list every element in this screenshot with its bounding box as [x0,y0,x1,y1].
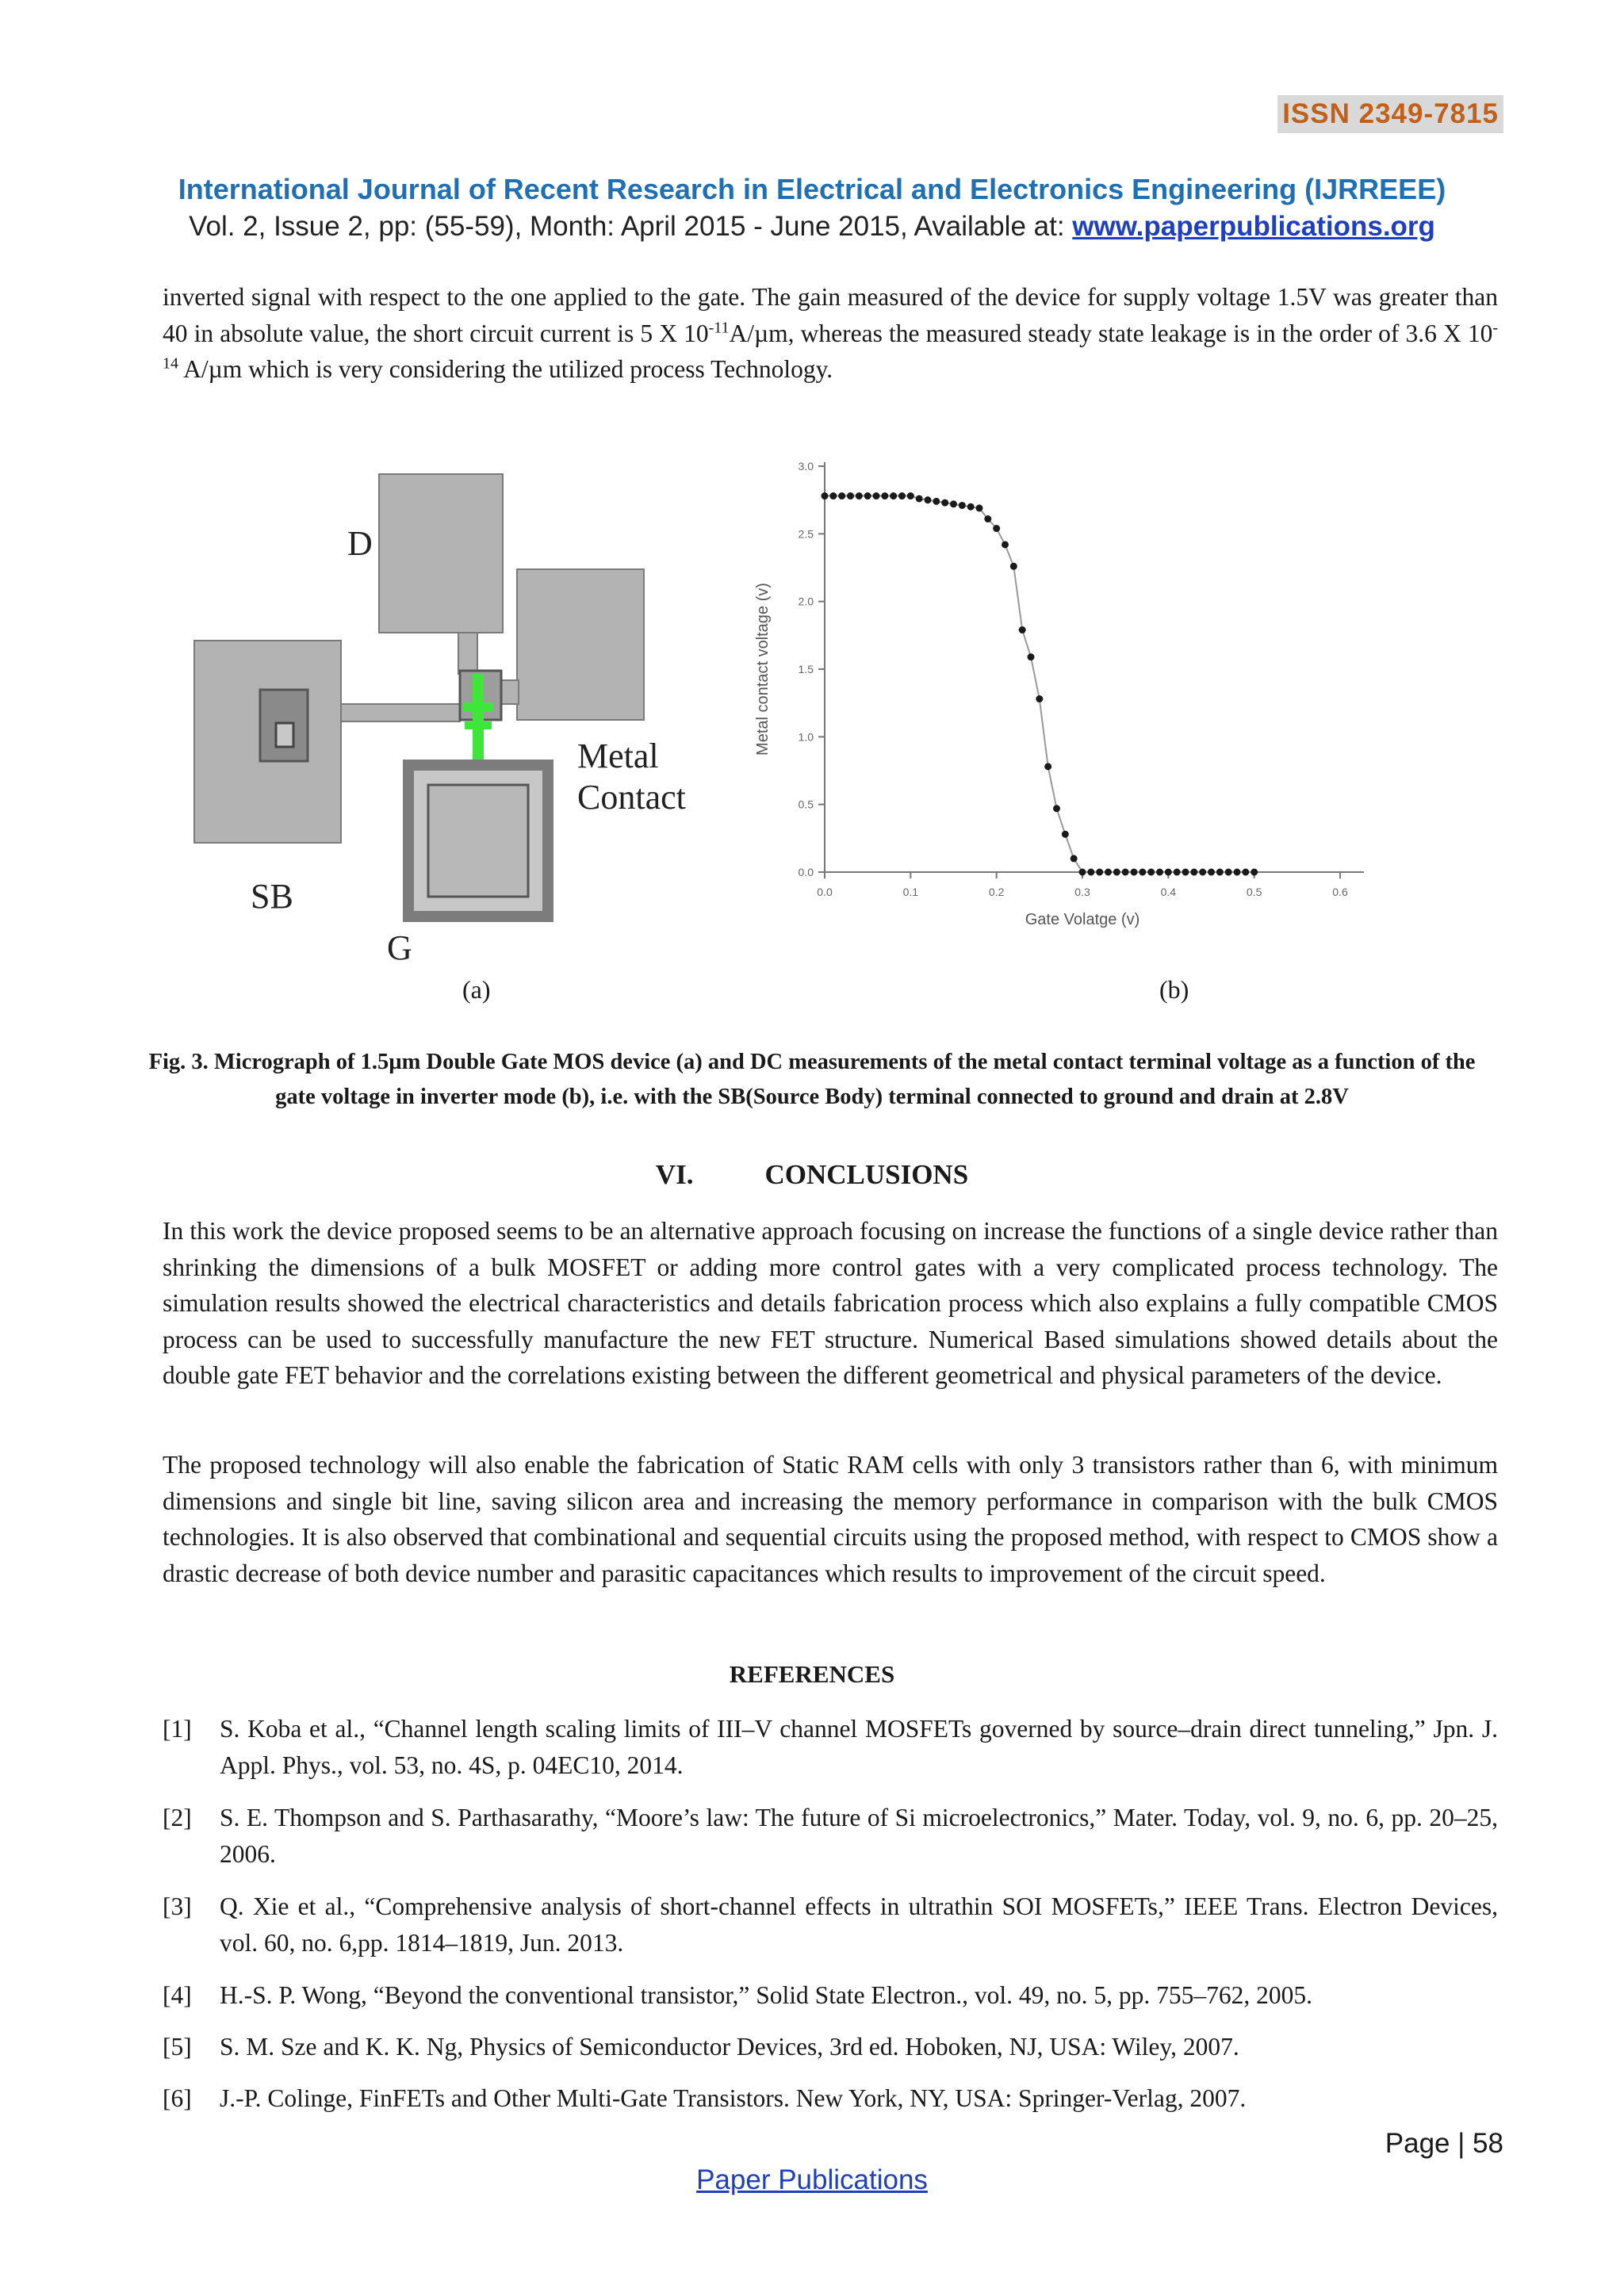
chart-x-tick-label: 0.4 [1160,886,1177,898]
intro-paragraph [163,279,1498,388]
chart-point [1036,695,1043,702]
publisher-link[interactable]: Paper Publications [696,2164,928,2195]
chart-point [1131,869,1138,876]
conclusion-paragraph-1: In this work the device proposed seems to be an alternative approach focusing on increase the functions of a single device rather than shrinking the dimensions of a bulk MOSFET or adding more control gates with a very complicated process technology. The simulation results showed the electrical characteristics and details fabrication process which also explains a fully compatible CMOS process can be used to successfully manufacture the new FET structure. Numerical Based simulations showed details about the double gate FET behavior and the correlations existing between the different geometrical and physical parameters of the device. [163,1217,1498,1389]
chart-point [993,525,1000,532]
reference-text: H.-S. P. Wong, “Beyond the conventional transistor,” Solid State Electron., vol. 49, no. 5, pp. 755–762, 2005. [220,1981,1312,2009]
chart-series-line [825,496,1254,873]
intro-exponent-1: -11 [708,319,730,336]
chart-point [984,515,991,522]
reference-text: Q. Xie et al., “Comprehensive analysis of short-channel effects in ultrathin SOI MOSFETs,” IEEE Trans. Electron Devices, vol. 60, no. 6,pp. 1814–1819, Jun. 2013. [220,1892,1498,1957]
chart-point [881,492,888,499]
intro-text-2: A/µm, whereas the measured steady state leakage is in the order of 3.6 X 10 [729,319,1493,347]
chart-point [1251,869,1258,876]
figure-3 [182,444,1419,1015]
chart-point [838,492,845,499]
vtc-chart [737,444,1419,951]
reference-text: S. Koba et al., “Channel length scaling limits of III–V channel MOSFETs governed by source–drain direct tunneling,” Jpn. J. Appl. Phys., vol. 53, no. 4S, p. 04EC10, 2014. [220,1715,1498,1779]
chart-point [1002,541,1009,548]
chart-point [1216,869,1224,876]
chart-point [847,492,854,499]
chart-point [907,492,914,499]
chart-point [1019,626,1026,633]
reference-text: S. E. Thompson and S. Parthasarathy, “Moore’s law: The future of Si microelectronics,” Mater. Today, vol. 9, no. 6, pp. 20–25, 2006. [220,1804,1498,1868]
chart-x-tick-label: 0.6 [1332,886,1348,898]
micrograph-image [182,444,690,967]
label-contact: Contact [577,778,686,817]
chart-x-tick-label: 0.2 [988,886,1005,898]
issn-badge: ISSN 2349-7815 [1277,95,1503,133]
chart-point [1139,869,1146,876]
subfigure-label-a: (a) [462,975,491,1004]
references-heading: REFERENCES [729,1660,895,1688]
label-gate: G [387,928,412,967]
chart-point [933,498,940,505]
chart-point [959,502,966,509]
reference-item [163,1711,1498,1783]
reference-number: [2] [163,1804,192,1831]
label-drain: D [347,524,373,563]
intro-exponent-2: -14 [163,319,1498,373]
reference-text: J.-P. Colinge, FinFETs and Other Multi-Gate Transistors. New York, NY, USA: Springer-Verlag, 2007. [220,2084,1247,2112]
reference-item [163,1977,1498,2014]
section-number: VI. [655,1159,694,1190]
chart-point [1071,855,1078,862]
reference-number: [6] [163,2084,192,2112]
chart-point [1225,869,1232,876]
chart-point [1062,831,1069,838]
chart-point [1122,869,1129,876]
chart-x-tick-label: 0.5 [1246,886,1262,898]
chart-point [1044,763,1051,770]
chart-point [856,492,863,499]
journal-title: International Journal of Recent Research in Electrical and Electronics Engineering (IJRREEE) [178,173,1446,205]
chart-point [1087,869,1094,876]
chart-x-axis-label: Gate Volatge (v) [1025,911,1140,928]
chart-points [822,492,1258,875]
conclusion-paragraph-2: The proposed technology will also enable the fabrication of Static RAM cells with only 3 transistors rather than 6, with minimum dimensions and single bit line, saving silicon area and increasing the memory performance in comparison with the bulk CMOS technologies. It is also observed that combinational and sequential circuits using the proposed method, with respect to CMOS show a drastic decrease of both device number and parasitic capacitances which results to improvement of the circuit speed. [163,1451,1498,1587]
chart-point [950,500,957,507]
reference-number: [5] [163,2033,192,2061]
chart-x-tick-label: 0.3 [1074,886,1090,898]
chart-point [925,496,932,503]
chart-point [829,492,837,499]
volume-text: Vol. 2, Issue 2, pp: (55-59), Month: April 2015 - June 2015, Available at: [189,211,1073,242]
reference-number: [3] [163,1892,192,1920]
reference-text: S. M. Sze and K. K. Ng, Physics of Semiconductor Devices, 3rd ed. Hoboken, NJ, USA: Wiley, 2007. [220,2033,1239,2061]
intro-text-3: A/µm which is very considering the utilized process Technology. [178,355,833,383]
reference-number: [4] [163,1981,192,2009]
chart-point [1053,805,1060,812]
chart-point [1105,869,1112,876]
chart-point [1010,563,1017,570]
chart-y-tick-label: 3.0 [798,460,814,473]
chart-point [1165,869,1172,876]
journal-volume-line [0,211,1624,243]
chart-y-axis-label: Metal contact voltage (v) [754,583,772,756]
chart-point [1182,869,1189,876]
chart-point [1190,869,1197,876]
chart-point [1096,869,1103,876]
page-number: Page | 58 [1385,2128,1503,2159]
reference-number: [1] [163,1715,192,1743]
chart-y-tick-label: 0.5 [798,798,814,811]
journal-website-link[interactable]: www.paperpublications.org [1072,211,1435,242]
chart-y-tick-label: 1.0 [798,730,814,744]
chart-y-tick-label: 1.5 [798,663,814,675]
chart-y-tick-label: 0.0 [798,866,814,878]
chart-point [873,492,880,499]
chart-point [1208,869,1215,876]
chart-point [967,503,975,511]
chart-point [1147,869,1155,876]
intro-text-1: inverted signal with respect to the one applied to the gate. The gain measured of the device for supply voltage 1.5V was greater than 40 in absolute value, the short circuit current is 5 X 10 [163,283,1498,347]
chart-point [1028,653,1035,660]
chart-point [1079,869,1086,876]
chart-point [864,492,871,499]
chart-point [1156,869,1163,876]
reference-item [163,2029,1498,2065]
chart-y-tick-label: 2.0 [798,595,814,608]
reference-item [163,2080,1498,2117]
chart-point [1234,869,1241,876]
chart-point [822,492,829,499]
chart-x-tick-label: 0.0 [817,886,833,898]
reference-item [163,1888,1498,1961]
chart-point [898,492,906,499]
chart-x-tick-label: 0.1 [902,886,919,898]
subfigure-label-b: (b) [1159,975,1189,1004]
chart-point [890,492,897,499]
chart-point [1174,869,1181,876]
section-heading [0,1159,1624,1191]
chart-y-tick-label: 2.5 [798,527,814,541]
reference-item [163,1800,1498,1872]
chart-point [1242,869,1249,876]
chart-point [941,499,948,507]
chart-point [1199,869,1206,876]
chart-axes [799,460,1364,898]
chart-point [976,504,983,511]
figure-caption: Fig. 3. Micrograph of 1.5µm Double Gate MOS device (a) and DC measurements of the metal contact terminal voltage as a function of the gate voltage in inverter mode (b), i.e. with the SB(Source Body) terminal connected to ground and drain at 2.8V [148,1050,1476,1109]
chart-point [916,495,923,502]
chart-point [1113,869,1120,876]
section-title: CONCLUSIONS [764,1159,969,1190]
label-metal: Metal [577,737,659,775]
label-source-body: SB [251,877,293,916]
